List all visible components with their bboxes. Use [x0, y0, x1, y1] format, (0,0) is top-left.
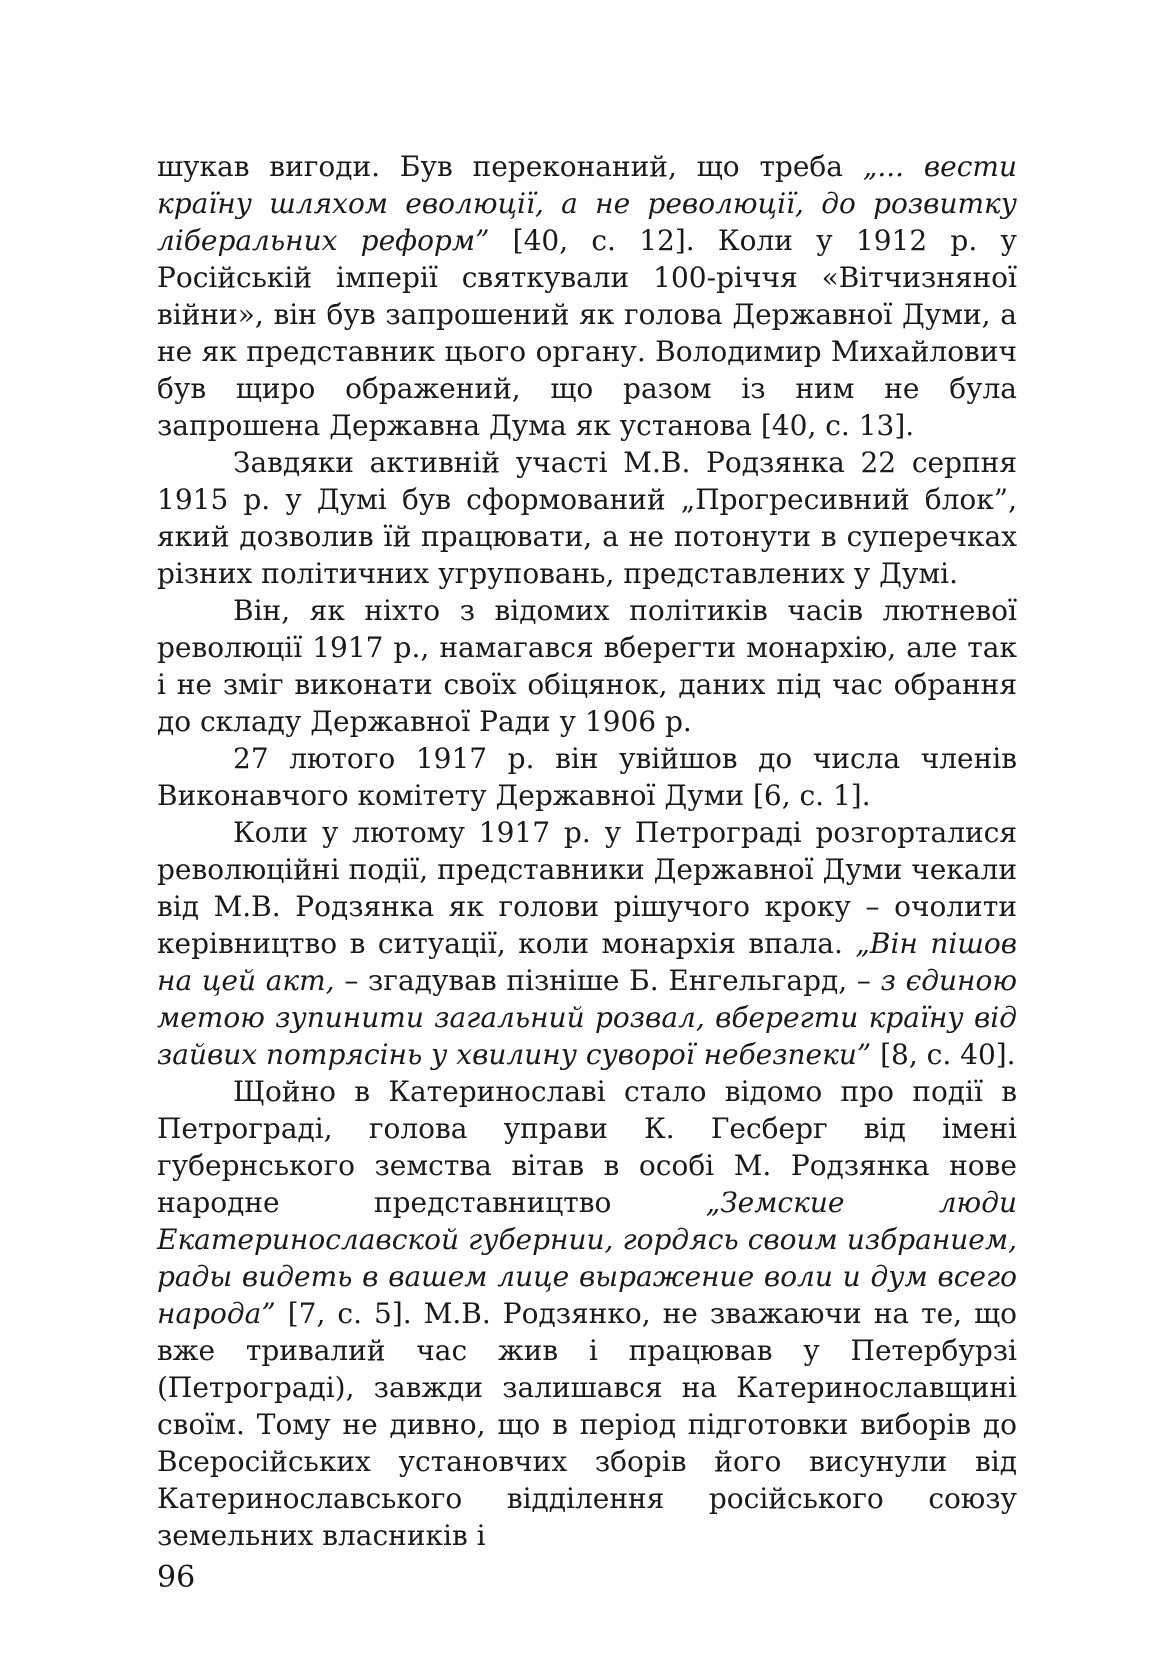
paragraph-2 [157, 444, 1017, 592]
text-run: Щойно в Катеринославі стало відомо про події в Петрограді, голова управи К. Гесберг від імені губернського земства вітав в особі М. Родзянка нове народне представництво [157, 1075, 1017, 1219]
text-run: [8, с. 40]. [871, 1038, 1016, 1071]
page-number: 96 [157, 1560, 196, 1595]
text-run: Він, як ніхто з відомих політиків часів лютневої революції 1917 р., намагався вберегти монархію, але так і не зміг виконати своїх обіцянок, даних під час обрання до складу Державної Ради у 1906 р. [157, 594, 1017, 738]
paragraph-1 [157, 148, 1017, 444]
text-run: – згадував пізніше Б. Енгельгард, – [334, 964, 881, 997]
text-run: [40, с. 12]. Коли у 1912 р. у Російській імперії святкували 100-річчя «Вітчизняної війни», він був запрошений як голова Державної Думи, а не як представник цього органу. Володимир Михайлович був щиро ображений, що разом із ним не була запрошена Державна Дума як установа [40, с. 13]. [157, 224, 1017, 442]
quote-run: „Він пішов на цей акт, [157, 927, 1018, 997]
text-run: Завдяки активній участі М.В. Родзянка 22 серпня 1915 р. у Думі був сформований „Прогресивний блок”, який дозволив їй працювати, а не потонути в суперечках різних політичних угруповань, представлених у Думі. [157, 446, 1017, 590]
paragraph-4 [157, 740, 1017, 814]
paragraph-6 [157, 1073, 1017, 1554]
quote-run: „Земские люди Екатеринославской губернии, гордясь своим избранием, рады видеть в вашем лице выражение воли и дум всего народа” [157, 1186, 1017, 1330]
paragraph-5 [157, 814, 1017, 1073]
paragraph-3 [157, 592, 1017, 740]
text-run: [7, с. 5]. М.В. Родзянко, не зважаючи на те, що вже тривалий час жив і працював у Петербурзі (Петрограді), завжди залишався на Катеринославщині своїм. Тому не дивно, що в період підготовки виборів до Всеросійських установчих зборів його висунули від Катеринославського відділення російського союзу земельних власників і [157, 1297, 1017, 1552]
text-run: шукав вигоди. Був переконаний, що треба [157, 150, 863, 183]
text-run: Коли у лютому 1917 р. у Петрограді розгорталися революційні події, представники Державної Думи чекали від М.В. Родзянка як голови рішучого кроку – очолити керівництво в ситуації, коли монархія впала. [157, 816, 1017, 960]
text-run: 27 лютого 1917 р. він увійшов до числа членів Виконавчого комітету Державної Думи [6, с. 1]. [157, 742, 1017, 812]
quote-run: з єдиною метою зупинити загальний розвал, вберегти країну від зайвих потрясінь у хвилину суворої небезпеки” [157, 964, 1017, 1071]
page-body [157, 148, 1017, 1554]
quote-run: „... вести країну шляхом еволюції, а не революції, до розвитку ліберальних реформ” [157, 150, 1017, 257]
